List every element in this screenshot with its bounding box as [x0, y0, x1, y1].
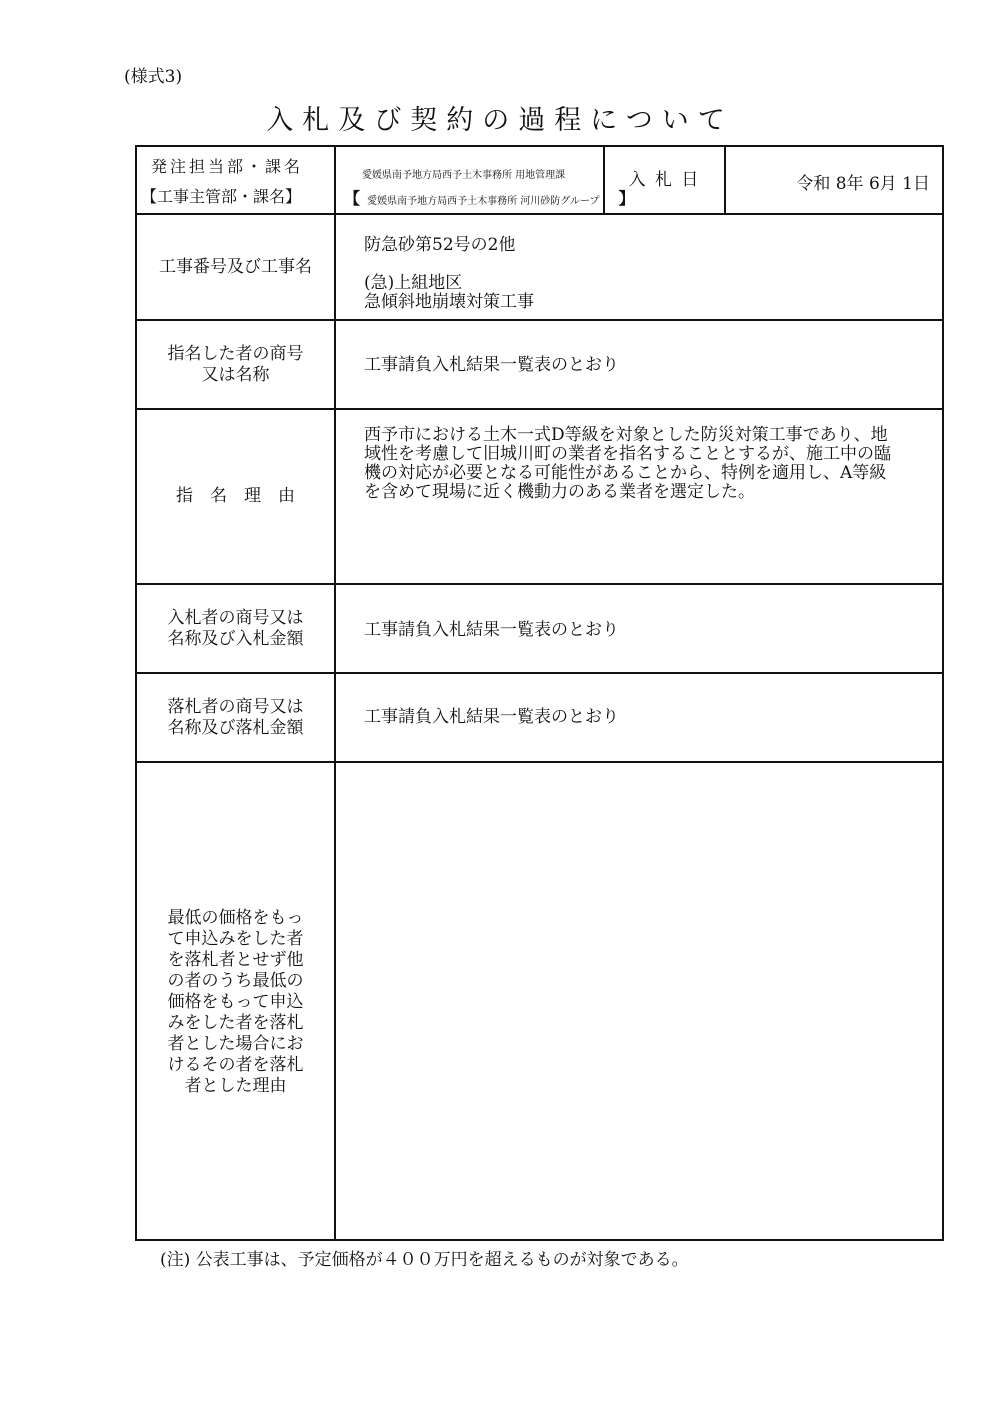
reason-line1: 西予市における土木一式D等級を対象とした防災対策工事であり、地	[364, 425, 888, 445]
exception-label-line: 最低の価格をもっ	[167, 907, 304, 928]
winner-label	[137, 674, 334, 761]
reason-line4: を含めて現場に近く機動力のある業者を選定した。	[364, 482, 755, 502]
exception-label-line: を落札者とせず他	[167, 949, 304, 970]
exception-label-line: みをした者を落札	[167, 1012, 304, 1033]
bidders-label-line2: 名称及び入札金額	[167, 628, 304, 649]
exception-label-line: て申込みをした者	[167, 928, 304, 949]
reason-line2: 域性を考慮して旧城川町の業者を指名することとするが、施工中の臨	[364, 444, 891, 464]
winner-label-line2: 名称及び落札金額	[167, 717, 304, 738]
work-name-line1: (急)上組地区	[364, 273, 463, 293]
dept-value-cell	[336, 147, 635, 213]
bid-date-value-cell	[726, 147, 944, 213]
dept-label-cell	[137, 147, 334, 213]
reason-label: 指 名 理 由	[176, 486, 295, 506]
winner-value: 工事請負入札結果一覧表のとおり	[364, 707, 619, 727]
work-number: 防急砂第52号の2他	[364, 235, 516, 255]
dept-value-line1: 愛媛県南予地方局西予土木事務所 用地管理課	[362, 170, 566, 181]
work-name-line2: 急傾斜地崩壊対策工事	[364, 292, 534, 312]
exception-value-cell	[336, 763, 944, 1241]
nominee-value: 工事請負入札結果一覧表のとおり	[364, 355, 619, 375]
page-title: 入札及び契約の過程について	[266, 105, 734, 136]
winner-label-line1: 落札者の商号又は	[167, 696, 304, 717]
work-label: 工事番号及び工事名	[159, 256, 312, 277]
bidders-label	[137, 585, 334, 672]
footnote: (注) 公表工事は、予定価格が４００万円を超えるものが対象である。	[160, 1250, 689, 1270]
dept-label-line1: 発注担当部・課名	[151, 157, 304, 176]
bid-date-label: 入 札 日	[628, 169, 701, 190]
form-number: (様式3)	[124, 67, 183, 87]
nominee-label-line1: 指名した者の商号	[167, 343, 304, 364]
bid-date-value: 令和 8年 6月 1日	[796, 174, 930, 194]
bracket-close: 】	[618, 189, 635, 208]
bracket-open: 【	[344, 189, 361, 208]
dept-value-line2-wrap	[344, 186, 635, 209]
bidders-value: 工事請負入札結果一覧表のとおり	[364, 620, 619, 640]
exception-label-line: 者とした理由	[184, 1075, 287, 1096]
exception-label-line: 者とした場合にお	[167, 1033, 304, 1054]
bidders-label-line1: 入札者の商号又は	[167, 607, 304, 628]
dept-value-line2: 愛媛県南予地方局西予土木事務所 河川砂防グループ	[367, 196, 600, 207]
bidders-value-cell	[336, 585, 944, 672]
exception-label-line: けるその者を落札	[167, 1054, 304, 1075]
dept-label-line2: 【工事主管部・課名】	[141, 187, 302, 206]
exception-label	[137, 763, 334, 1241]
winner-value-cell	[336, 674, 944, 761]
nominee-label	[137, 321, 334, 408]
nominee-value-cell	[336, 321, 944, 408]
reason-text	[364, 426, 891, 502]
reason-value-cell	[336, 410, 944, 583]
nominee-label-line2: 又は名称	[201, 364, 270, 385]
exception-label-line: 価格をもって申込	[167, 991, 304, 1012]
work-value-cell	[336, 215, 944, 319]
reason-line3: 機の対応が必要となる可能性があることから、特例を適用し、A等級	[364, 463, 887, 483]
form-table	[135, 145, 944, 1241]
exception-label-line: の者のうち最低の	[167, 970, 304, 991]
